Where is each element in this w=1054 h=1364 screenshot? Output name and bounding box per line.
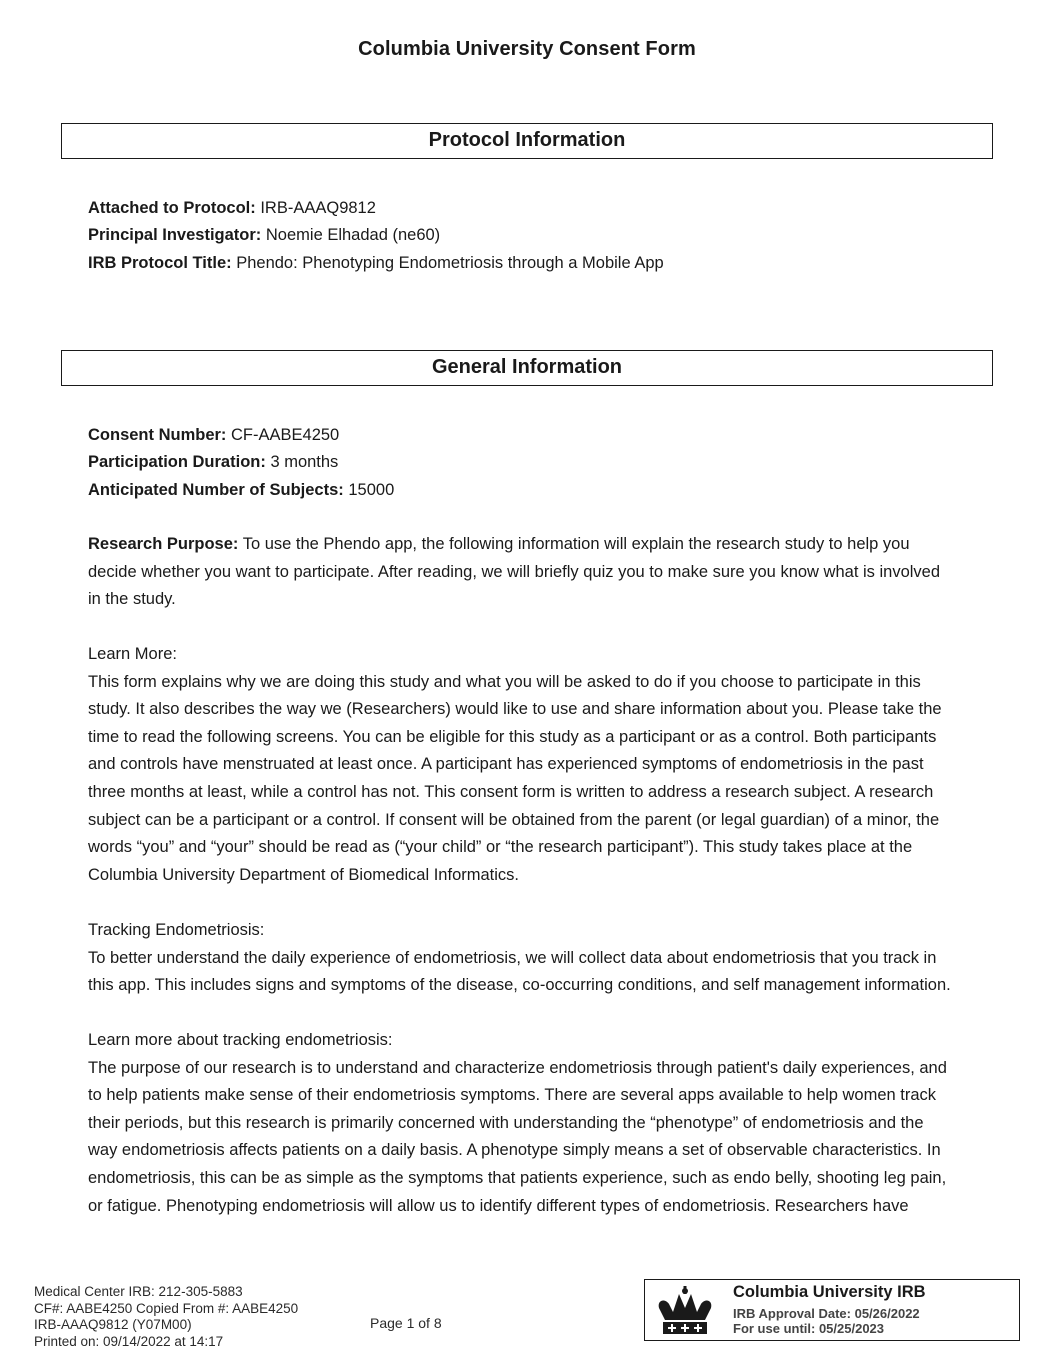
principal-investigator-line: [88, 225, 440, 245]
learn-tracking-line: to help patients make sense of their endometriosis symptoms. There are several apps available to help women track: [88, 1086, 937, 1105]
irb-approval-date: IRB Approval Date: 05/26/2022: [733, 1306, 920, 1321]
learn-more-line: three months at least, while a control has not. This consent form is written to address a research subject. A research: [88, 782, 934, 801]
attached-protocol-value: IRB-AAAQ9812: [260, 199, 376, 217]
research-purpose-label: Research Purpose:: [88, 535, 239, 553]
research-purpose-paragraph: [88, 531, 994, 614]
anticipated-subjects-line: [88, 480, 394, 500]
learn-tracking-line: or fatigue. Phenotyping endometriosis will allow us to identify different types of endometriosis. Researchers have: [88, 1196, 909, 1215]
tracking-line: this app. This includes signs and symptoms of the disease, co-occurring conditions, and self management information.: [88, 976, 951, 995]
participation-duration-line: [88, 452, 338, 472]
consent-number-label: Consent Number:: [88, 426, 227, 444]
learn-more-line: time to read the following screens. You can be eligible for this study as a participant or as a control. Both participants: [88, 727, 937, 746]
consent-number-line: [88, 425, 339, 445]
document-title: Columbia University Consent Form: [358, 38, 696, 60]
attached-protocol-line: [88, 198, 376, 218]
footer-metadata: [34, 1284, 298, 1350]
learn-tracking-line: way endometriosis affects patients on a daily basis. A phenotype simply means a set of observable characteristics. In: [88, 1141, 941, 1160]
research-purpose-text: To use the Phendo app, the following information will explain the research study to help you: [242, 535, 910, 553]
crown-seal-icon: [655, 1286, 715, 1336]
footer-protocol-version: IRB-AAAQ9812 (Y07M00): [34, 1317, 192, 1332]
learn-tracking-heading: Learn more about tracking endometriosis:: [88, 1031, 393, 1049]
principal-investigator-label: Principal Investigator:: [88, 226, 262, 244]
learn-tracking-line: endometriosis, this can be as simple as the symptoms that patients experience, such as endo belly, shooting leg pain,: [88, 1168, 947, 1187]
footer-irb-phone: Medical Center IRB: 212-305-5883: [34, 1284, 243, 1299]
learn-more-line: This form explains why we are doing this study and what you will be asked to do if you choose to participate in this: [88, 672, 921, 691]
learn-tracking-line: The purpose of our research is to understand and characterize endometriosis through patient's daily experiences, and: [88, 1058, 947, 1077]
attached-protocol-label: Attached to Protocol:: [88, 199, 256, 217]
participation-duration-label: Participation Duration:: [88, 453, 266, 471]
tracking-heading: Tracking Endometriosis:: [88, 921, 265, 939]
anticipated-subjects-label: Anticipated Number of Subjects:: [88, 481, 344, 499]
protocol-title-value: Phendo: Phenotyping Endometriosis through a Mobile App: [236, 254, 664, 272]
learn-more-paragraph: [88, 641, 994, 889]
learn-tracking-line: their periods, but this research is primarily concerned with understanding the “phenotype” of endometriosis and the: [88, 1113, 924, 1132]
learn-more-line: study. It also describes the way we (Researchers) would like to use and share information about you. Please take the: [88, 700, 942, 719]
learn-more-line: subject can be a participant or a control. If consent will be obtained from the parent (or legal guardian) of a minor, the: [88, 810, 940, 829]
footer-printed-on: Printed on: 09/14/2022 at 14:17: [34, 1333, 224, 1349]
research-purpose-line: decide whether you want to participate. After reading, we will briefly quiz you to make sure you know what is involved: [88, 562, 941, 581]
protocol-section-heading: Protocol Information: [61, 123, 993, 159]
participation-duration-value: 3 months: [270, 453, 339, 471]
learn-more-line: Columbia University Department of Biomedical Informatics.: [88, 865, 519, 884]
irb-stamp-title: Columbia University IRB: [733, 1283, 926, 1301]
general-section-heading: General Information: [61, 350, 993, 386]
learn-tracking-paragraph: [88, 1027, 994, 1220]
research-purpose-line: [88, 531, 994, 559]
tracking-line: To better understand the daily experience of endometriosis, we will collect data about endometriosis that you track in: [88, 948, 937, 967]
learn-more-line: and controls have menstruated at least once. A participant has experienced symptoms of endometriosis in the past: [88, 755, 924, 774]
page-number: Page 1 of 8: [370, 1315, 442, 1331]
research-purpose-line: in the study.: [88, 590, 176, 609]
learn-more-heading: Learn More:: [88, 645, 177, 663]
protocol-title-line: [88, 253, 664, 273]
consent-number-value: CF-AABE4250: [231, 426, 340, 444]
anticipated-subjects-value: 15000: [348, 481, 395, 499]
irb-approval-stamp: [644, 1279, 1020, 1341]
footer-cf-number: CF#: AABE4250 Copied From #: AABE4250: [34, 1300, 299, 1316]
irb-use-until: For use until: 05/25/2023: [733, 1321, 885, 1336]
learn-more-line: words “you” and “your” should be read as (“your child” or “the research participant”). This study takes place at the: [88, 838, 913, 857]
tracking-paragraph: [88, 917, 994, 1000]
protocol-title-label: IRB Protocol Title:: [88, 254, 232, 272]
principal-investigator-value: Noemie Elhadad (ne60): [265, 226, 441, 244]
